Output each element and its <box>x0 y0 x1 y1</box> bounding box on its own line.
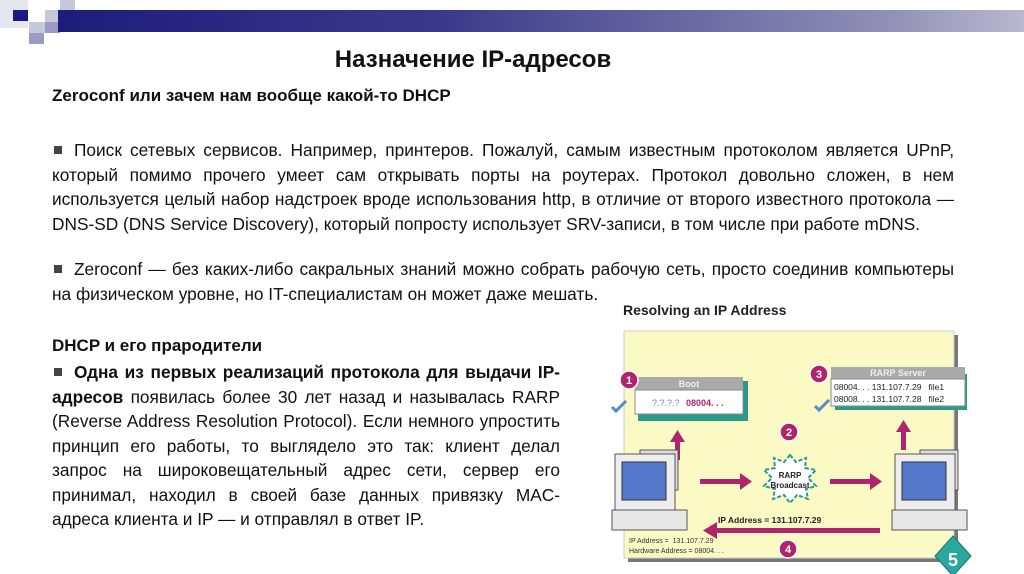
server-computer-icon <box>892 450 967 530</box>
boot-header-label: Boot <box>678 379 700 389</box>
bullet-bold: Одна из первых реализаций протокола для выдачи IP-адресов <box>52 362 560 407</box>
step-1-label: 1 <box>625 375 633 387</box>
bullet-icon <box>54 146 62 154</box>
bullet-icon <box>54 265 62 273</box>
bullet-text: Zeroconf — без каких-либо сакральных знаний можно собрать рабочую сеть, просто соединив компьютеры на физическом уровне, но IT-специалистам он может даже мешать. <box>52 259 954 304</box>
bullet-item <box>52 257 954 306</box>
section-heading: DHCP и его прародители <box>52 336 263 355</box>
bullet-item <box>52 138 954 236</box>
bullet-item <box>52 360 560 532</box>
reply-label: IP Address = 131.107.7.29 <box>718 515 822 525</box>
slide-title: Назначение IP-адресов <box>334 46 612 73</box>
decor-square <box>60 0 75 10</box>
decor-square <box>29 22 45 33</box>
decor-square <box>13 10 28 21</box>
broadcast-label: Broadcast <box>770 481 810 490</box>
rarp-diagram <box>600 320 1024 574</box>
broadcast-label: RARP <box>778 471 802 480</box>
section-heading: Zeroconf или зачем нам вообще какой-то DHCP <box>52 86 451 105</box>
client-ip-label: IP Address = 131.107.7.29 <box>629 538 714 545</box>
boot-mac: 08004. . . <box>686 398 724 408</box>
client-hw-label: Hardware Address = 08004. . . <box>629 548 724 555</box>
bullet-text: появилась более 30 лет назад и называлась RARP (Reverse Address Resolution Protocol). Если немного упростить принцип его работы, то выглядело это так: клиент делал запрос на широковещательный адрес сети, сервер его принимал, находил в своей базе данных привязку MAC-адреса клиента и IP — и отправлял в ответ IP. <box>52 386 560 529</box>
step-4-label: 4 <box>784 544 792 556</box>
boot-unknown-ip: ?.?.?.? <box>652 398 680 408</box>
diagram-title: Resolving an IP Address <box>623 302 787 318</box>
step-2-label: 2 <box>785 427 793 439</box>
step-3-label: 3 <box>815 369 823 381</box>
bullet-text: Поиск сетевых сервисов. Например, принтеров. Пожалуй, самым известным протоколом является UPnP, который помимо прочего умеет сам открывать порты на роутерах. Протокол довольно сложен, в нем используется целый набор надстроек вроде использования http, в отличие от второго известного протокола — DNS-SD (DNS Service Discovery), который попросту использует SRV-записи, в том числе при работе mDNS. <box>52 140 954 234</box>
header-bar <box>58 10 1024 32</box>
step-5-label: 5 <box>947 550 959 570</box>
client-computer-icon <box>612 450 687 530</box>
bullet-icon <box>54 368 62 376</box>
server-row: 08004. . . 131.107.7.29 file1 <box>834 382 945 392</box>
server-row: 08008. . . 131.107.7.28 file2 <box>834 394 945 404</box>
server-header-label: RARP Server <box>870 368 926 378</box>
decor-square <box>29 33 44 44</box>
